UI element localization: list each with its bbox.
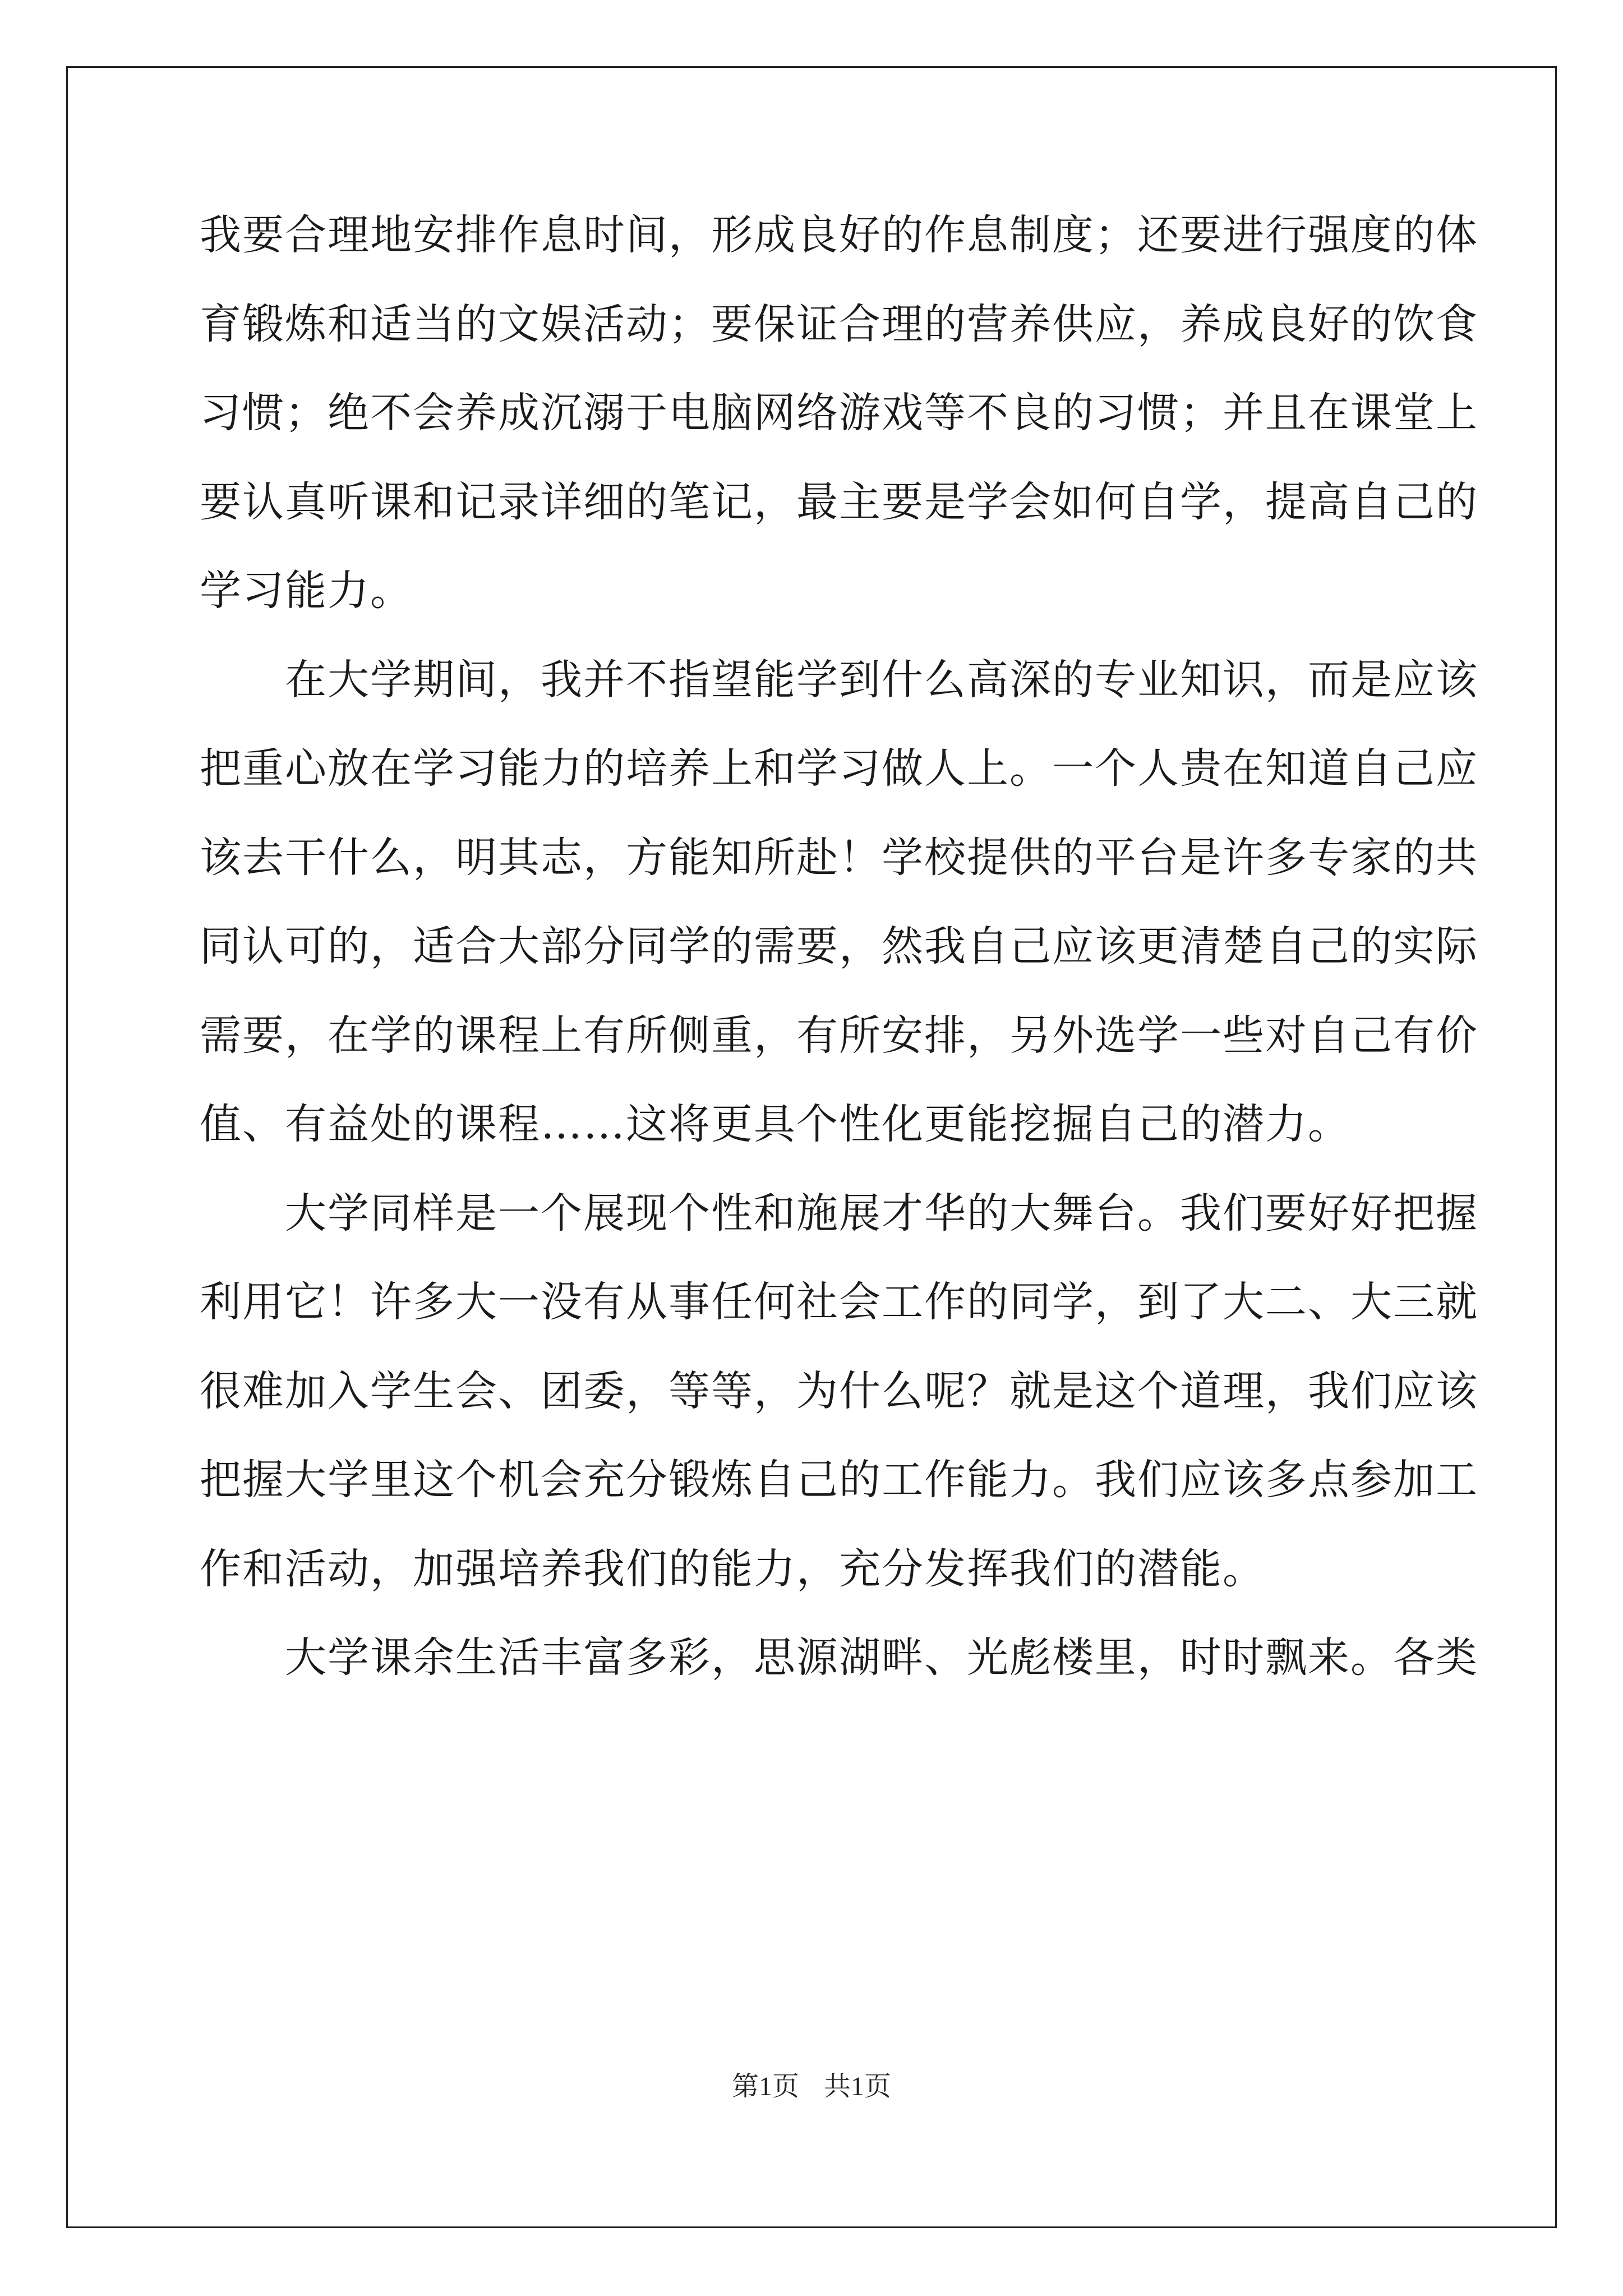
text-line: 在大学期间，我并不指望能学到什么高深的专业知识，而是应该	[200, 655, 1478, 704]
text-line: 利用它！许多大一没有从事任何社会工作的同学，到了大二、大三就	[200, 1278, 1478, 1326]
text-line: 需要，在学的课程上有所侧重，有所安排，另外选学一些对自己有价	[200, 1011, 1478, 1060]
page-number-current: 第1页	[731, 2072, 799, 2101]
text-line: 同认可的，适合大部分同学的需要，然我自己应该更清楚自己的实际	[200, 922, 1478, 970]
text-line: 要认真听课和记录详细的笔记，最主要是学会如何自学，提高自己的	[200, 477, 1478, 526]
text-line: 很难加入学生会、团委，等等，为什么呢？就是这个道理，我们应该	[200, 1366, 1478, 1415]
text-line: 习惯；绝不会养成沉溺于电脑网络游戏等不良的习惯；并且在课堂上	[200, 389, 1478, 437]
text-line: 把重心放在学习能力的培养上和学习做人上。一个人贵在知道自己应	[200, 744, 1478, 793]
text-line: 值、有益处的课程……这将更具个性化更能挖掘自己的潜力。	[200, 1100, 1350, 1148]
text-line: 大学同样是一个展现个性和施展才华的大舞台。我们要好好把握	[200, 1189, 1478, 1237]
page-number-total: 共1页	[824, 2072, 892, 2101]
text-line: 学习能力。	[200, 567, 413, 615]
text-line: 我要合理地安排作息时间，形成良好的作息制度；还要进行强度的体	[200, 211, 1478, 259]
text-line: 育锻炼和适当的文娱活动；要保证合理的营养供应，养成良好的饮食	[200, 300, 1478, 348]
text-line: 大学课余生活丰富多彩，思源湖畔、光彪楼里，时时飘来。各类	[200, 1634, 1478, 1682]
text-line: 把握大学里这个机会充分锻炼自己的工作能力。我们应该多点参加工	[200, 1456, 1478, 1504]
page-footer	[0, 2070, 1623, 2104]
text-line: 该去干什么，明其志，方能知所赴！学校提供的平台是许多专家的共	[200, 833, 1478, 882]
text-line: 作和活动，加强培养我们的能力，充分发挥我们的潜能。	[200, 1544, 1265, 1593]
document-body	[200, 191, 1478, 1703]
